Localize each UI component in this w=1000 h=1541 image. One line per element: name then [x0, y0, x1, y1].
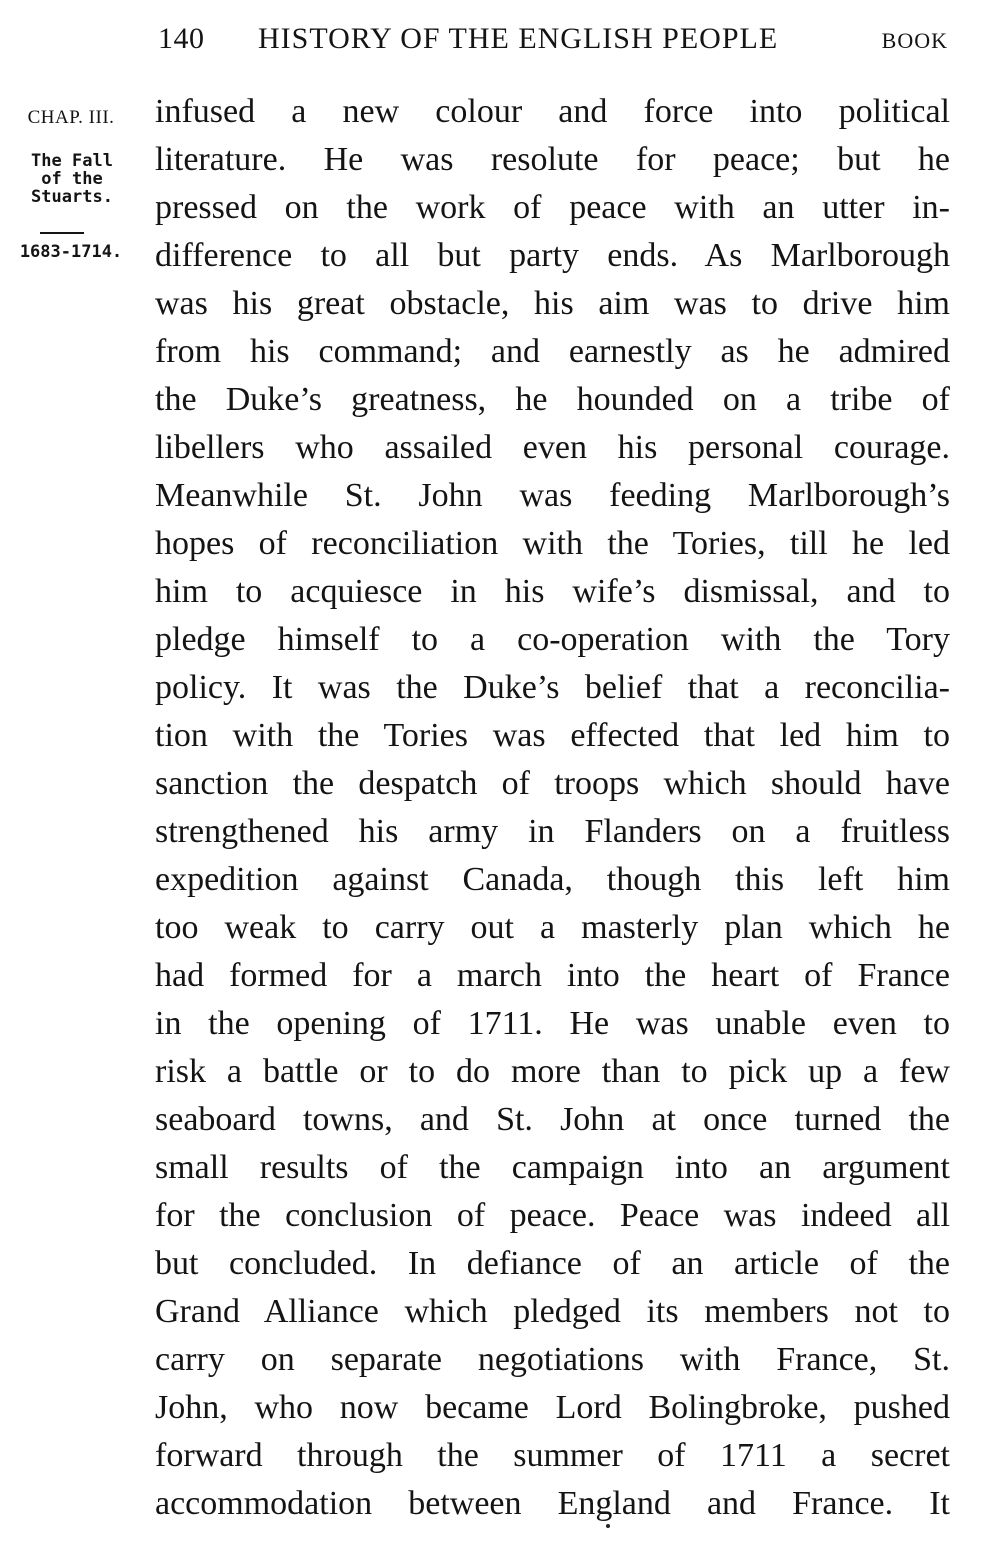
- text-line: tion with the Tories was effected that led him to: [155, 717, 950, 754]
- text-line: risk a battle or to do more than to pick up a few: [155, 1053, 950, 1090]
- text-line: hopes of reconciliation with the Tories, till he led: [155, 525, 950, 562]
- text-line: for the conclusion of peace. Peace was indeed all: [155, 1197, 950, 1234]
- text-line: in the opening of 1711. He was unable even to: [155, 1005, 950, 1042]
- text-line: but concluded. In defiance of an article of the: [155, 1245, 950, 1282]
- text-line: had formed for a march into the heart of France: [155, 957, 950, 994]
- text-line: John, who now became Lord Bolingbroke, pushed: [155, 1389, 950, 1426]
- section-title-line: The Fall: [31, 151, 113, 171]
- text-line: policy. It was the Duke’s belief that a reconcilia-: [155, 669, 950, 706]
- book-label: BOOK: [881, 28, 948, 53]
- text-line: too weak to carry out a masterly plan which he: [155, 909, 950, 946]
- running-title: HISTORY OF THE ENGLISH PEOPLE: [258, 22, 779, 55]
- text-line: expedition against Canada, though this left him: [155, 861, 950, 898]
- text-line: was his great obstacle, his aim was to drive him: [155, 285, 950, 322]
- running-header: [0, 22, 1000, 62]
- text-line: libellers who assailed even his personal courage.: [155, 429, 950, 466]
- text-line: pressed on the work of peace with an utter in-: [155, 189, 950, 226]
- text-line: carry on separate negotiations with France, St.: [155, 1341, 950, 1378]
- text-line: small results of the campaign into an argument: [155, 1149, 950, 1186]
- print-speck: [606, 1524, 610, 1528]
- text-line: from his command; and earnestly as he admired: [155, 333, 950, 370]
- text-line: Meanwhile St. John was feeding Marlborough’s: [155, 477, 950, 514]
- text-line: Grand Alliance which pledged its members not to: [155, 1293, 950, 1330]
- text-line: strengthened his army in Flanders on a fruitless: [155, 813, 950, 850]
- section-title-line: of the: [41, 169, 103, 189]
- text-line: the Duke’s greatness, he hounded on a tribe of: [155, 381, 950, 418]
- body-text: [155, 88, 950, 1528]
- chapter-marker: CHAP. III.: [27, 107, 115, 128]
- section-title-line: Stuarts.: [31, 187, 113, 207]
- text-line: him to acquiesce in his wife’s dismissal, and to: [155, 573, 950, 610]
- text-line: difference to all but party ends. As Marlborough: [155, 237, 950, 274]
- text-line: infused a new colour and force into political: [155, 93, 950, 130]
- margin-divider: [40, 232, 84, 234]
- text-line: sanction the despatch of troops which should have: [155, 765, 950, 802]
- text-line: forward through the summer of 1711 a secret: [155, 1437, 950, 1474]
- text-line: seaboard towns, and St. John at once turned the: [155, 1101, 950, 1138]
- section-title: [18, 152, 126, 206]
- text-line: pledge himself to a co-operation with the Tory: [155, 621, 950, 658]
- page-number: 140: [158, 22, 205, 55]
- text-line: accommodation between England and France. It: [155, 1485, 950, 1522]
- text-line: literature. He was resolute for peace; but he: [155, 141, 950, 178]
- date-range: 1683-1714.: [19, 242, 123, 262]
